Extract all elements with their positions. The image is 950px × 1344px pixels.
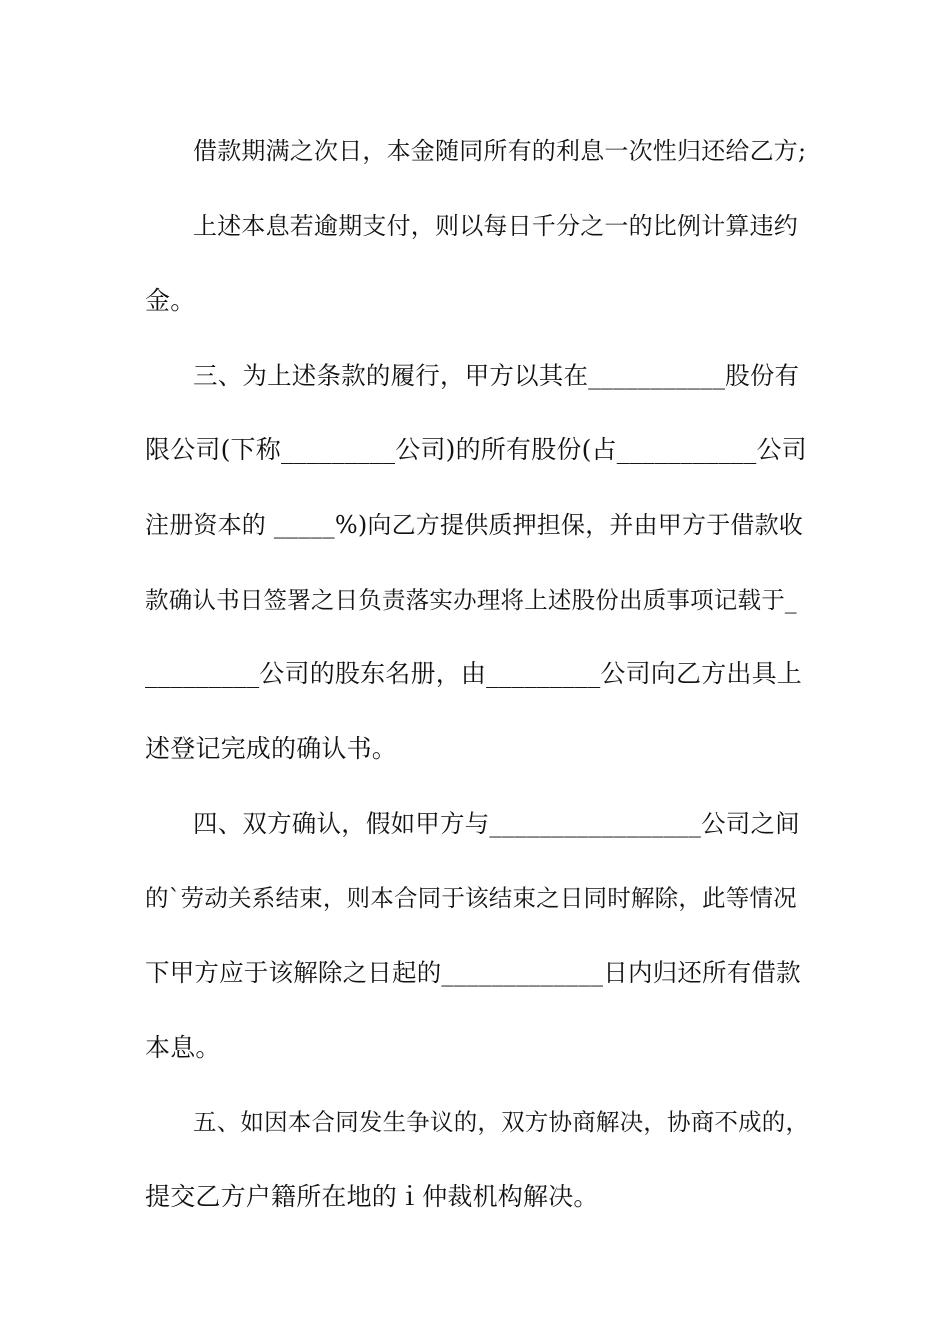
paragraph-line: 上述本息若逾期支付，则以每日千分之一的比例计算违约 <box>193 212 798 240</box>
paragraph-line: 限公司(下称_________公司)的所有股份(占___________公司 <box>145 435 807 464</box>
paragraph-line: 述登记完成的确认书。 <box>145 734 398 763</box>
paragraph-line: 本息。 <box>145 1033 221 1062</box>
paragraph-line: 四、双方确认，假如甲方与_________________公司之间 <box>193 809 800 838</box>
paragraph-line: 注册资本的 _____%)向乙方提供质押担保，并由甲方于借款收 <box>145 511 803 539</box>
paragraph-line: 借款期满之次日，本金随同所有的利息一次性归还给乙方; <box>193 137 807 165</box>
paragraph-line: 下甲方应于该解除之日起的_____________日内归还所有借款 <box>145 958 801 987</box>
paragraph-line: 提交乙方户籍所在地的ｉ仲裁机构解决。 <box>145 1182 599 1211</box>
paragraph-line: _________公司的股东名册，由_________公司向乙方出具上 <box>145 659 803 688</box>
paragraph-line: 五、如因本合同发生争议的，双方协商解决，协商不成的， <box>193 1108 810 1136</box>
paragraph-line: 款确认书日签署之日负责落实办理将上述股份出质事项记载于_ <box>145 586 797 614</box>
paragraph-line: 的`劳动关系结束，则本合同于该结束之日同时解除，此等情况 <box>145 884 797 912</box>
paragraph-line: 三、为上述条款的履行，甲方以其在___________股份有 <box>193 361 800 390</box>
paragraph-line: 金。 <box>145 286 196 315</box>
